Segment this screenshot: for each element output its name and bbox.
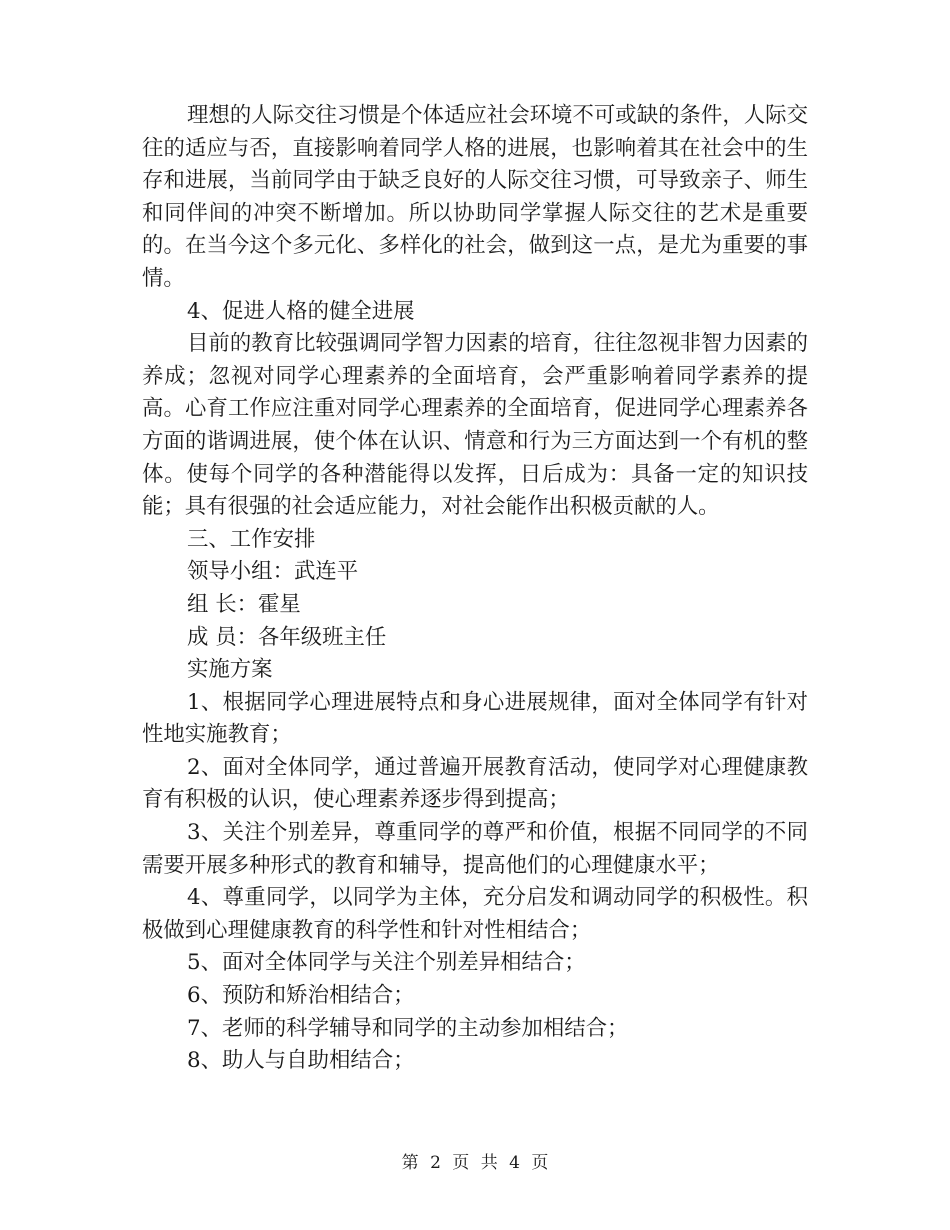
group-leader: 组 长：霍星 [187,591,301,617]
paragraph-education: 目前的教育比较强调同学智力因素的培育，往往忽视非智力因素的养成；忽视对同学心理素养的全面培育，会严重影响着同学素养的提高。心育工作应注重对同学心理素养的全面培育，促进同学心理素养各方面的谐调进展，使个体在认识、情意和行为三方面达到一个有机的整体。使每个同学的各种潜能得以发挥，日后成为：具备一定的知识技能；具有很强的社会适应能力，对社会能作出积极贡献的人。 [142,331,808,520]
heading-implementation-plan: 实施方案 [187,657,273,683]
leadership-group: 领导小组：武连平 [187,559,359,585]
plan-item-6: 6、预防和矫治相结合； [187,983,415,1009]
document-page [142,100,808,1078]
plan-item-1: 1、根据同学心理进展特点和身心进展规律，面对全体同学有针对性地实施教育； [142,689,808,748]
plan-item-5: 5、面对全体同学与关注个别差异相结合； [187,950,586,976]
plan-item-4: 4、尊重同学，以同学为主体，充分启发和调动同学的积极性。积极做到心理健康教育的科学性和针对性相结合； [142,885,808,943]
plan-item-2: 2、面对全体同学，通过普遍开展教育活动，使同学对心理健康教育有积极的认识，使心理素养逐步得到提高； [142,754,808,813]
plan-item-7: 7、老师的科学辅导和同学的主动参加相结合； [187,1015,629,1041]
heading-personality: 4、促进人格的健全进展 [187,298,415,324]
plan-item-3: 3、关注个别差异，尊重同学的尊严和价值，根据不同同学的不同需要开展多种形式的教育和辅导，提高他们的心理健康水平； [142,820,808,878]
group-members: 成 员：各年级班主任 [187,624,387,650]
plan-item-8: 8、助人与自助相结合； [187,1048,415,1074]
paragraph-interpersonal: 理想的人际交往习惯是个体适应社会环境不可或缺的条件，人际交往的适应与否，直接影响着同学人格的进展，也影响着其在社会中的生存和进展，当前同学由于缺乏良好的人际交往习惯，可导致亲子、师生和同伴间的冲突不断增加。所以协助同学掌握人际交往的艺术是重要的。在当今这个多元化、多样化的社会，做到这一点，是尤为重要的事情。 [142,103,808,291]
heading-work-arrangement: 三、工作安排 [187,526,316,552]
page-number-footer: 第 2 页 共 4 页 [401,1153,549,1173]
